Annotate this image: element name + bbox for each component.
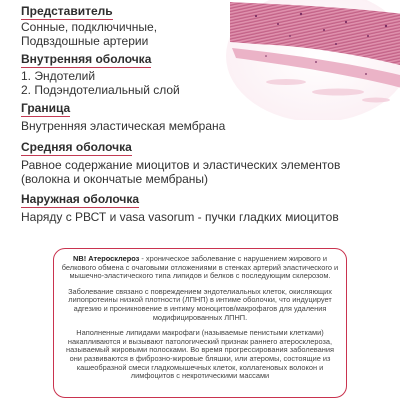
section-outer-layer xyxy=(21,190,339,224)
note-paragraph: Наполненные липидами макрофаги (называемые пенистыми клетками) накапливаются и вызывают патологический признак раннего атеросклероза, называемый жировыми полосками. Во время прогрессирования заболевания они развиваются в фиброзно-жировые бляшки, или атеромы, состоящие из кашеобразной смеси гладкомышечных клеток, коллагеновых волокон и лимфоцитов с некротическими массами xyxy=(66,328,334,381)
section-heading: Граница xyxy=(21,101,71,115)
section-border xyxy=(21,99,225,133)
section-line: Внутренняя эластическая мембрана xyxy=(21,119,226,133)
section-line: Подвздошные артерии xyxy=(21,34,149,48)
note-intro-text: - хроническое заболевание с нарушением жирового и белкового обмена с очаговыми отложениями в стенках артерий эластического и мышечно-эластического типа липидов и белков с последующим склерозом. xyxy=(61,254,339,281)
section-representative xyxy=(21,2,157,48)
note-nb-label: NB! Атеросклероз xyxy=(73,254,140,263)
section-line: Сонные, подключичные, xyxy=(21,20,158,34)
section-line: 1. Эндотелий xyxy=(21,69,96,83)
section-line: (волокна и окончатые мембраны) xyxy=(21,172,209,186)
section-heading: Средняя оболочка xyxy=(21,140,132,154)
section-line: 2. Подэндотелиальный слой xyxy=(21,83,180,97)
section-heading: Наружная оболочка xyxy=(21,192,140,206)
note-intro xyxy=(60,255,340,281)
artery-histology-image xyxy=(226,0,400,120)
section-inner-layer xyxy=(21,50,180,97)
section-heading: Представитель xyxy=(21,4,113,18)
note-paragraph: Заболевание связано с повреждением эндотелиальных клеток, окисляющих липопротеины низкой плотности (ЛПНП) в интиме оболочки, что индуцирует адгезию и проникновение в интиму моноцитов/макрофагов для удаления модифицированных ЛПНП. xyxy=(68,286,332,322)
atherosclerosis-note xyxy=(53,248,347,398)
section-middle-layer xyxy=(21,138,340,186)
section-heading: Внутренняя оболочка xyxy=(21,52,152,66)
section-line: Равное содержание миоцитов и эластических элементов xyxy=(21,158,341,172)
section-line: Наряду с РВСТ и vasa vasorum - пучки гладких миоцитов xyxy=(21,210,339,224)
